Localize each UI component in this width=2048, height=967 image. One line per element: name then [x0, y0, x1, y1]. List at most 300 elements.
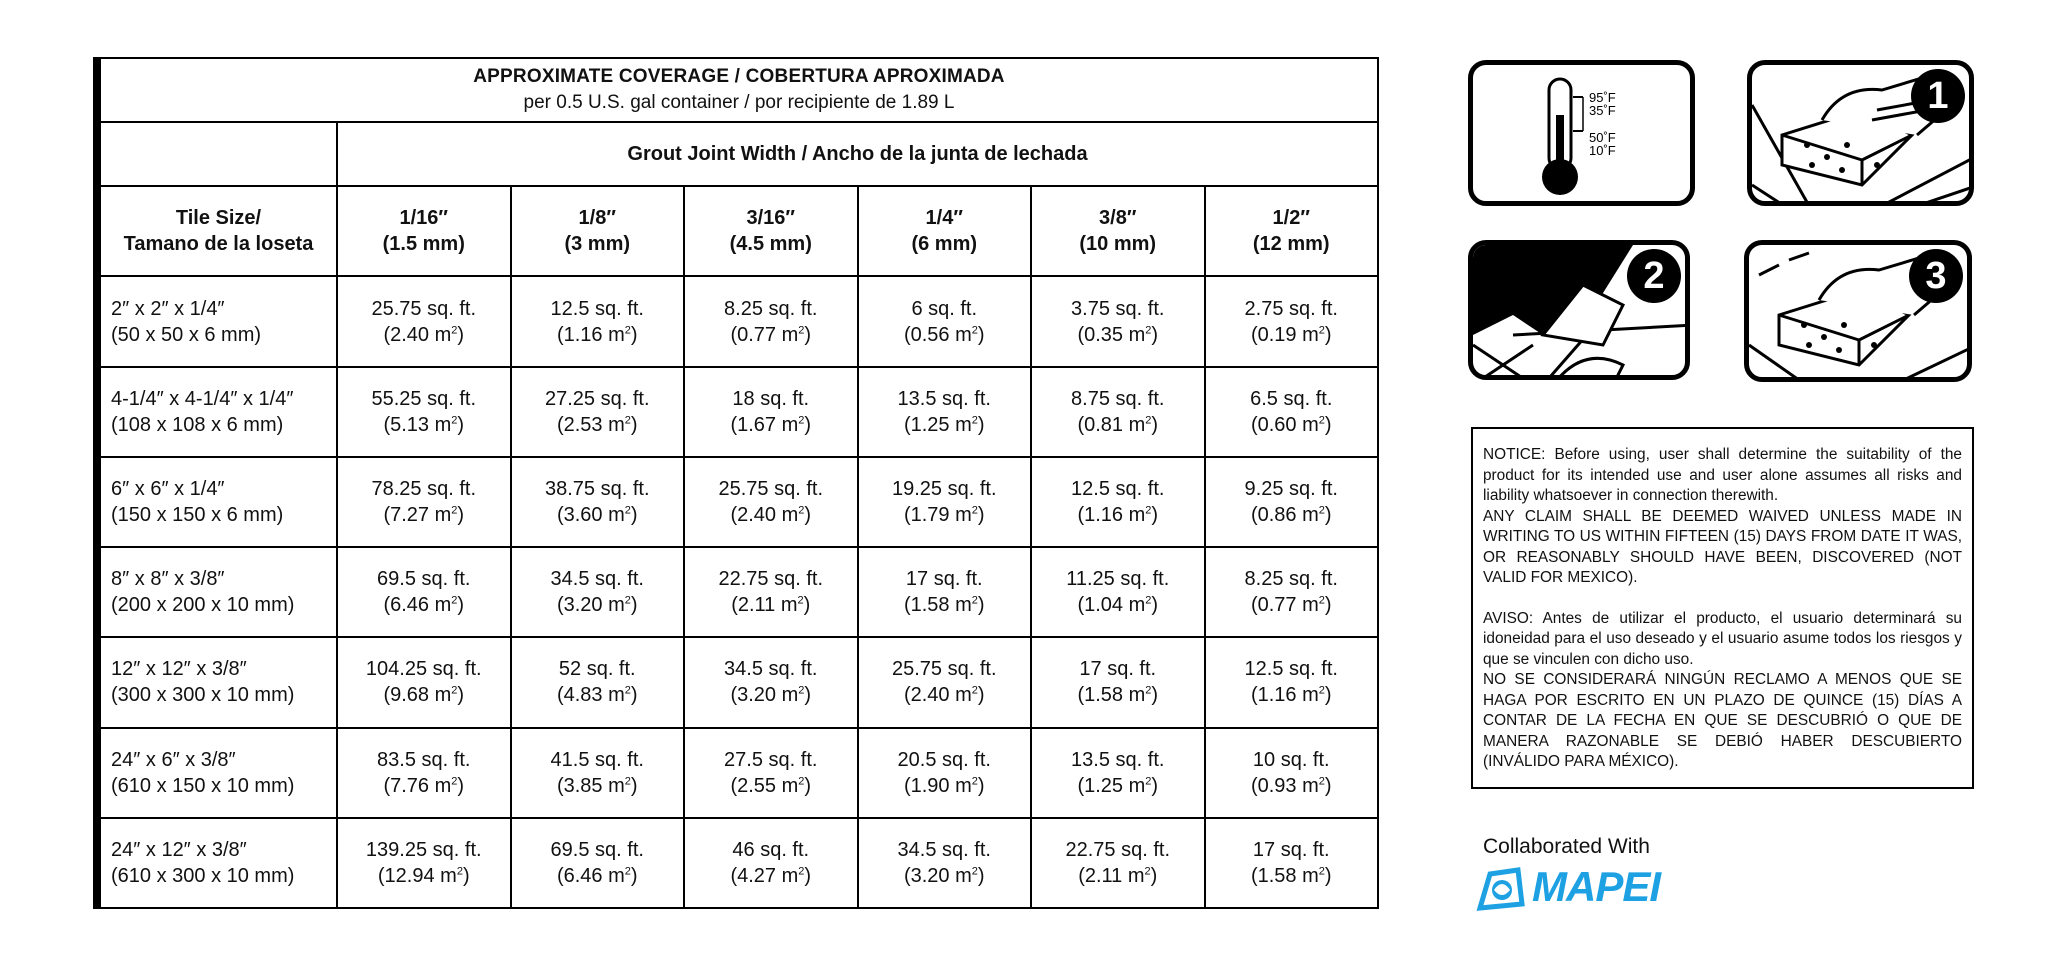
coverage-cell — [858, 457, 1032, 547]
coverage-m2-value: (1.58 m — [1250, 864, 1319, 887]
column-header-mm: (12 mm) — [1252, 233, 1330, 256]
squared-superscript: 2 — [1144, 865, 1151, 878]
temp-35c: 35˚F — [1589, 103, 1616, 118]
close-paren: ) — [457, 594, 465, 617]
coverage-m2 — [1210, 682, 1374, 708]
close-paren: ) — [1151, 503, 1159, 526]
close-paren: ) — [977, 774, 985, 797]
coverage-sqft: 18 sq. ft. — [732, 387, 810, 410]
coverage-sqft: 6.5 sq. ft. — [1250, 387, 1333, 410]
coverage-sqft: 6 sq. ft. — [911, 297, 978, 320]
table-title-cell — [100, 58, 1378, 122]
coverage-cell — [1031, 818, 1205, 908]
coverage-cell — [1031, 276, 1205, 366]
coverage-m2 — [516, 412, 680, 438]
coverage-cell — [1205, 367, 1379, 457]
table-row — [100, 637, 1378, 727]
coverage-cell — [337, 637, 511, 727]
coverage-m2 — [342, 322, 506, 348]
close-paren: ) — [630, 594, 638, 617]
coverage-m2-value: (12.94 m — [377, 864, 457, 887]
coverage-sqft: 25.75 sq. ft. — [371, 297, 476, 320]
tile-size-cell — [100, 276, 337, 366]
coverage-m2 — [516, 592, 680, 618]
step-1-panel — [1747, 60, 1974, 206]
column-header — [684, 186, 858, 276]
squared-superscript: 2 — [1318, 414, 1325, 427]
step-1-badge: 1 — [1911, 69, 1965, 123]
coverage-m2-value: (0.86 m — [1250, 503, 1319, 526]
coverage-m2-value: (0.19 m — [1250, 323, 1319, 346]
coverage-sqft: 69.5 sq. ft. — [550, 838, 644, 861]
tile-size-in: 8″ x 8″ x 3/8″ — [111, 568, 225, 591]
tile-size-mm: (108 x 108 x 6 mm) — [111, 413, 284, 436]
thermometer-icon — [1473, 65, 1695, 206]
coverage-sqft: 55.25 sq. ft. — [371, 387, 476, 410]
squared-superscript: 2 — [451, 684, 458, 697]
coverage-m2 — [516, 773, 680, 799]
coverage-m2 — [342, 592, 506, 618]
coverage-sqft: 12.5 sq. ft. — [550, 297, 644, 320]
close-paren: ) — [977, 864, 985, 887]
tile-size-mm: (610 x 150 x 10 mm) — [111, 774, 295, 797]
coverage-cell — [337, 367, 511, 457]
close-paren: ) — [457, 503, 465, 526]
step-3-badge: 3 — [1909, 249, 1963, 303]
close-paren: ) — [1324, 323, 1332, 346]
column-header — [1031, 186, 1205, 276]
coverage-m2-value: (0.56 m — [903, 323, 972, 346]
coverage-m2-value: (9.68 m — [383, 684, 452, 707]
coverage-cell — [1205, 728, 1379, 818]
squared-superscript: 2 — [451, 323, 458, 336]
coverage-m2-value: (7.76 m — [383, 774, 452, 797]
coverage-m2-value: (2.40 m — [383, 323, 452, 346]
coverage-cell — [511, 728, 685, 818]
collab-label: Collaborated With — [1483, 835, 1650, 858]
tile-size-mm: (300 x 300 x 10 mm) — [111, 684, 295, 707]
squared-superscript: 2 — [971, 414, 978, 427]
column-header-mm: (1.5 mm) — [382, 233, 465, 256]
coverage-m2 — [1210, 592, 1374, 618]
squared-superscript: 2 — [624, 684, 631, 697]
coverage-sqft: 8.75 sq. ft. — [1071, 387, 1165, 410]
step-2-panel — [1468, 240, 1690, 380]
coverage-m2-value: (0.93 m — [1250, 774, 1319, 797]
coverage-sqft: 34.5 sq. ft. — [550, 568, 644, 591]
coverage-m2-value: (3.60 m — [556, 503, 625, 526]
coverage-cell — [1031, 547, 1205, 637]
coverage-cell — [858, 367, 1032, 457]
squared-superscript: 2 — [798, 865, 805, 878]
table-row — [100, 547, 1378, 637]
coverage-sqft: 19.25 sq. ft. — [891, 477, 997, 500]
squared-superscript: 2 — [1318, 684, 1325, 697]
coverage-sqft: 25.75 sq. ft. — [718, 477, 823, 500]
close-paren: ) — [630, 503, 638, 526]
coverage-sqft: 22.75 sq. ft. — [1065, 838, 1170, 861]
coverage-m2 — [863, 322, 1027, 348]
mapei-emblem-icon — [1474, 864, 1528, 914]
tile-size-cell — [100, 637, 337, 727]
coverage-sqft: 34.5 sq. ft. — [724, 658, 818, 681]
close-paren: ) — [977, 413, 985, 436]
squared-superscript: 2 — [1145, 414, 1152, 427]
coverage-cell — [684, 637, 858, 727]
notice-es-2: NO SE CONSIDERARÁ NINGÚN RECLAMO A MENOS QUE SE HAGA POR ESCRITO EN UN PLAZO DE QUINCE (15) DÍAS A CONTAR DE LA FECHA EN QUE SE DESCUBRIÓ O QUE DE MANERA RAZONABLE SE DEBIÓ HABER DESCUBIERTO (INVÁLIDO PARA MÉXICO). — [1483, 671, 1962, 770]
coverage-m2-value: (0.77 m — [730, 323, 799, 346]
coverage-sqft: 41.5 sq. ft. — [550, 748, 644, 771]
table-row — [100, 457, 1378, 547]
coverage-m2-value: (1.25 m — [1077, 774, 1146, 797]
close-paren: ) — [1151, 323, 1159, 346]
coverage-m2 — [516, 322, 680, 348]
tile-size-mm: (610 x 300 x 10 mm) — [111, 864, 295, 887]
coverage-m2-value: (3.85 m — [556, 774, 625, 797]
table-row — [100, 818, 1378, 908]
close-paren: ) — [804, 413, 812, 436]
squared-superscript: 2 — [971, 323, 978, 336]
coverage-m2-value: (2.55 m — [730, 774, 799, 797]
coverage-sqft: 46 sq. ft. — [732, 838, 810, 861]
temp-10c: 10˚F — [1589, 143, 1616, 158]
tile-size-in: 6″ x 6″ x 1/4″ — [111, 477, 225, 500]
squared-superscript: 2 — [1318, 594, 1325, 607]
coverage-m2-value: (0.81 m — [1077, 413, 1146, 436]
coverage-cell — [1205, 637, 1379, 727]
tile-size-in: 4-1/4″ x 4-1/4″ x 1/4″ — [111, 387, 294, 410]
tile-size-header-en: Tile Size/ — [175, 207, 262, 230]
thermometer-panel — [1468, 60, 1695, 206]
coverage-m2 — [342, 502, 506, 528]
close-paren: ) — [1151, 684, 1159, 707]
coverage-m2-value: (1.58 m — [903, 594, 972, 617]
coverage-cell — [858, 818, 1032, 908]
notice-es-1: AVISO: Antes de utilizar el producto, el usuario determinará su idoneidad para el uso deseado y el usuario asume todos los riesgos y que se vinculen con dicho uso. — [1483, 609, 1962, 668]
coverage-m2 — [1210, 412, 1374, 438]
close-paren: ) — [804, 503, 812, 526]
notice-box — [1471, 427, 1974, 789]
close-paren: ) — [1151, 594, 1159, 617]
close-paren: ) — [457, 413, 465, 436]
table-row — [100, 728, 1378, 818]
squared-superscript: 2 — [971, 504, 978, 517]
coverage-m2 — [342, 863, 506, 889]
column-header-in: 3/16″ — [746, 207, 795, 230]
coverage-m2 — [516, 682, 680, 708]
close-paren: ) — [457, 774, 465, 797]
coverage-m2 — [863, 773, 1027, 799]
coverage-sqft: 9.25 sq. ft. — [1244, 477, 1338, 500]
coverage-m2-value: (2.40 m — [730, 503, 799, 526]
mapei-wordmark: MAPEI — [1532, 863, 1661, 910]
coverage-cell — [684, 276, 858, 366]
tile-size-cell — [100, 367, 337, 457]
coverage-m2-value: (2.11 m — [731, 594, 798, 617]
coverage-m2 — [1210, 863, 1374, 889]
close-paren: ) — [1324, 594, 1332, 617]
squared-superscript: 2 — [1145, 684, 1152, 697]
close-paren: ) — [804, 684, 812, 707]
coverage-sqft: 17 sq. ft. — [905, 568, 983, 591]
coverage-sqft: 12.5 sq. ft. — [1244, 658, 1338, 681]
squared-superscript: 2 — [1318, 774, 1325, 787]
coverage-m2 — [1210, 502, 1374, 528]
coverage-cell — [337, 457, 511, 547]
column-header-mm: (4.5 mm) — [729, 233, 812, 256]
column-header — [1205, 186, 1379, 276]
coverage-sqft: 8.25 sq. ft. — [1244, 568, 1338, 591]
coverage-m2 — [1210, 322, 1374, 348]
coverage-sqft: 27.5 sq. ft. — [724, 748, 818, 771]
coverage-m2 — [689, 863, 853, 889]
coverage-m2-value: (3.20 m — [903, 864, 972, 887]
coverage-sqft: 38.75 sq. ft. — [544, 477, 650, 500]
coverage-m2-value: (6.46 m — [556, 864, 625, 887]
squared-superscript: 2 — [624, 774, 631, 787]
coverage-sqft: 52 sq. ft. — [558, 658, 636, 681]
coverage-sqft: 10 sq. ft. — [1252, 748, 1330, 771]
coverage-sqft: 17 sq. ft. — [1079, 658, 1157, 681]
close-paren: ) — [1150, 864, 1158, 887]
column-header-mm: (10 mm) — [1079, 233, 1157, 256]
squared-superscript: 2 — [456, 865, 463, 878]
coverage-m2-value: (1.67 m — [730, 413, 799, 436]
coverage-cell — [1205, 547, 1379, 637]
squared-superscript: 2 — [1145, 504, 1152, 517]
squared-superscript: 2 — [971, 684, 978, 697]
coverage-m2-value: (1.16 m — [556, 323, 625, 346]
coverage-cell — [337, 728, 511, 818]
coverage-cell — [1205, 457, 1379, 547]
coverage-m2 — [689, 412, 853, 438]
coverage-cell — [511, 547, 685, 637]
coverage-cell — [684, 728, 858, 818]
coverage-sqft: 13.5 sq. ft. — [1071, 748, 1165, 771]
coverage-sqft: 17 sq. ft. — [1252, 838, 1330, 861]
close-paren: ) — [804, 774, 812, 797]
squared-superscript: 2 — [971, 865, 978, 878]
tile-size-cell — [100, 457, 337, 547]
coverage-sqft: 69.5 sq. ft. — [377, 568, 471, 591]
coverage-m2 — [863, 863, 1027, 889]
coverage-m2-value: (2.40 m — [903, 684, 972, 707]
coverage-sqft: 27.25 sq. ft. — [544, 387, 650, 410]
coverage-cell — [858, 637, 1032, 727]
squared-superscript: 2 — [1318, 504, 1325, 517]
tile-size-mm: (150 x 150 x 6 mm) — [111, 503, 284, 526]
coverage-m2-value: (1.04 m — [1077, 594, 1146, 617]
coverage-m2 — [689, 592, 853, 618]
coverage-m2 — [863, 412, 1027, 438]
coverage-m2-value: (2.11 m — [1078, 864, 1145, 887]
coverage-cell — [1205, 276, 1379, 366]
tile-size-mm: (200 x 200 x 10 mm) — [111, 594, 295, 617]
table-subtitle: per 0.5 U.S. gal container / por recipiente de 1.89 L — [523, 92, 955, 114]
coverage-m2 — [1036, 682, 1200, 708]
coverage-sqft: 104.25 sq. ft. — [365, 658, 482, 681]
joint-width-header: Grout Joint Width / Ancho de la junta de lechada — [337, 122, 1378, 186]
squared-superscript: 2 — [798, 684, 805, 697]
close-paren: ) — [630, 684, 638, 707]
coverage-sqft: 139.25 sq. ft. — [365, 838, 482, 861]
coverage-m2-value: (1.79 m — [903, 503, 972, 526]
close-paren: ) — [977, 323, 985, 346]
temp-50f: 50˚F — [1589, 130, 1616, 145]
coverage-cell — [337, 818, 511, 908]
close-paren: ) — [977, 684, 985, 707]
squared-superscript: 2 — [971, 594, 978, 607]
tile-size-cell — [100, 547, 337, 637]
tile-size-in: 2″ x 2″ x 1/4″ — [111, 297, 225, 320]
coverage-m2-value: (3.20 m — [730, 684, 799, 707]
coverage-m2-value: (6.46 m — [383, 594, 452, 617]
coverage-m2-value: (1.90 m — [903, 774, 972, 797]
close-paren: ) — [803, 594, 811, 617]
coverage-m2-value: (1.58 m — [1077, 684, 1146, 707]
squared-superscript: 2 — [1318, 323, 1325, 336]
coverage-m2 — [1036, 502, 1200, 528]
squared-superscript: 2 — [1318, 865, 1325, 878]
coverage-cell — [684, 457, 858, 547]
coverage-sqft: 8.25 sq. ft. — [724, 297, 818, 320]
tile-size-mm: (50 x 50 x 6 mm) — [111, 323, 262, 346]
temp-95f: 95˚F — [1589, 90, 1616, 105]
coverage-cell — [858, 276, 1032, 366]
column-header — [511, 186, 685, 276]
tile-size-in: 24″ x 6″ x 3/8″ — [111, 748, 236, 771]
close-paren: ) — [1324, 684, 1332, 707]
coverage-sqft: 22.75 sq. ft. — [718, 568, 823, 591]
column-header-in: 1/2″ — [1272, 207, 1310, 230]
column-header-in: 3/8″ — [1099, 207, 1137, 230]
coverage-sqft: 34.5 sq. ft. — [897, 838, 991, 861]
coverage-m2 — [516, 863, 680, 889]
squared-superscript: 2 — [798, 323, 805, 336]
coverage-cell — [684, 547, 858, 637]
coverage-cell — [511, 367, 685, 457]
tile-size-header — [100, 186, 337, 276]
squared-superscript: 2 — [797, 594, 804, 607]
close-paren: ) — [1151, 774, 1159, 797]
close-paren: ) — [804, 323, 812, 346]
coverage-m2 — [863, 592, 1027, 618]
column-header — [858, 186, 1032, 276]
squared-superscript: 2 — [624, 504, 631, 517]
coverage-m2 — [1036, 863, 1200, 889]
column-header — [337, 186, 511, 276]
coverage-m2-value: (2.53 m — [556, 413, 625, 436]
coverage-m2 — [516, 502, 680, 528]
coverage-m2 — [1036, 322, 1200, 348]
squared-superscript: 2 — [798, 414, 805, 427]
close-paren: ) — [630, 864, 638, 887]
coverage-cell — [684, 367, 858, 457]
column-header-mm: (3 mm) — [564, 233, 631, 256]
coverage-m2 — [689, 502, 853, 528]
coverage-cell — [337, 547, 511, 637]
squared-superscript: 2 — [451, 774, 458, 787]
close-paren: ) — [804, 864, 812, 887]
coverage-m2-value: (1.25 m — [903, 413, 972, 436]
step-3-panel — [1744, 240, 1972, 382]
coverage-m2 — [689, 682, 853, 708]
coverage-m2 — [1036, 592, 1200, 618]
column-header-row — [100, 186, 1378, 276]
squared-superscript: 2 — [1145, 774, 1152, 787]
coverage-m2-value: (5.13 m — [383, 413, 452, 436]
tile-size-header-es: Tamano de la loseta — [123, 233, 314, 256]
table-title: APPROXIMATE COVERAGE / COBERTURA APROXIMADA — [473, 66, 1005, 88]
coverage-sqft: 3.75 sq. ft. — [1071, 297, 1165, 320]
close-paren: ) — [457, 323, 465, 346]
coverage-m2-value: (3.20 m — [556, 594, 625, 617]
coverage-cell — [511, 818, 685, 908]
coverage-sqft: 12.5 sq. ft. — [1071, 477, 1165, 500]
close-paren: ) — [1324, 774, 1332, 797]
coverage-cell — [1205, 818, 1379, 908]
coverage-sqft: 78.25 sq. ft. — [371, 477, 476, 500]
coverage-sqft: 83.5 sq. ft. — [377, 748, 471, 771]
close-paren: ) — [1324, 864, 1332, 887]
close-paren: ) — [1151, 413, 1159, 436]
close-paren: ) — [1324, 413, 1332, 436]
tile-size-in: 24″ x 12″ x 3/8″ — [111, 838, 247, 861]
coverage-sqft: 2.75 sq. ft. — [1244, 297, 1338, 320]
coverage-cell — [511, 637, 685, 727]
coverage-sqft: 25.75 sq. ft. — [891, 658, 997, 681]
empty-header-cell — [100, 122, 337, 186]
close-paren: ) — [462, 864, 470, 887]
coverage-cell — [1031, 457, 1205, 547]
squared-superscript: 2 — [624, 865, 631, 878]
close-paren: ) — [977, 503, 985, 526]
squared-superscript: 2 — [624, 594, 631, 607]
coverage-m2-value: (1.16 m — [1250, 684, 1319, 707]
coverage-m2-value: (4.27 m — [730, 864, 799, 887]
notice-en-1: NOTICE: Before using, user shall determine the suitability of the product for its intended use and user alone assumes all risks and liability whatsoever in connection therewith. — [1483, 446, 1962, 504]
column-header-in: 1/8″ — [578, 207, 616, 230]
close-paren: ) — [630, 774, 638, 797]
coverage-cell — [511, 457, 685, 547]
squared-superscript: 2 — [1145, 594, 1152, 607]
close-paren: ) — [1324, 503, 1332, 526]
coverage-cell — [511, 276, 685, 366]
coverage-m2 — [1210, 773, 1374, 799]
coverage-cell — [858, 547, 1032, 637]
coverage-m2-value: (0.35 m — [1077, 323, 1146, 346]
squared-superscript: 2 — [451, 504, 458, 517]
coverage-sqft: 11.25 sq. ft. — [1066, 568, 1170, 591]
coverage-m2 — [342, 412, 506, 438]
coverage-m2-value: (0.60 m — [1250, 413, 1319, 436]
squared-superscript: 2 — [451, 594, 458, 607]
column-header-mm: (6 mm) — [911, 233, 978, 256]
coverage-m2 — [863, 682, 1027, 708]
coverage-cell — [858, 728, 1032, 818]
tile-size-cell — [100, 728, 337, 818]
coverage-m2-value: (4.83 m — [556, 684, 625, 707]
coverage-m2 — [689, 773, 853, 799]
close-paren: ) — [457, 684, 465, 707]
coverage-cell — [684, 818, 858, 908]
squared-superscript: 2 — [798, 774, 805, 787]
coverage-sqft: 20.5 sq. ft. — [897, 748, 991, 771]
notice-en-2: ANY CLAIM SHALL BE DEEMED WAIVED UNLESS MADE IN WRITING TO US WITHIN FIFTEEN (15) DAYS FROM DATE IT WAS, OR REASONABLY SHOULD HAVE BEEN, DISCOVERED (NOT VALID FOR MEXICO). — [1483, 507, 1962, 586]
column-header-in: 1/16″ — [399, 207, 448, 230]
coverage-grid — [99, 57, 1379, 909]
squared-superscript: 2 — [451, 414, 458, 427]
